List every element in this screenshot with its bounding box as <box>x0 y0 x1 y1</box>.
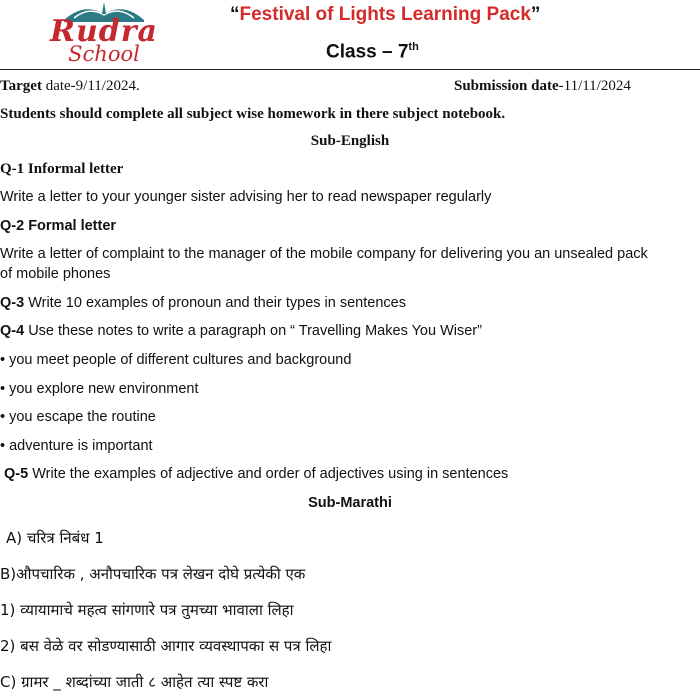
logo-text-school: School <box>68 42 140 66</box>
submission-label: Submission date <box>454 78 559 94</box>
marathi-line: 2) बस वेळे वर सोडण्यासाठी आगार व्यवस्थापका स पत्र लिहा <box>0 637 332 655</box>
header-divider <box>0 69 700 70</box>
section-heading-marathi: Sub-Marathi <box>308 495 392 511</box>
submission-date <box>454 78 631 95</box>
marathi-line: 1) व्यायामाचे महत्व सांगणारे पत्र तुमच्या भावाला लिहा <box>0 601 294 619</box>
q3-text: Write 10 examples of pronoun and their types in sentences <box>24 295 406 311</box>
bullet-item: • you escape the routine <box>0 409 156 425</box>
q2-text-line2: of mobile phones <box>0 266 111 282</box>
q5-item <box>4 466 508 482</box>
q5-number: Q-5 <box>4 466 29 482</box>
q4-number: Q-4 <box>0 323 25 339</box>
q1-text: Write a letter to your younger sister advising her to read newspaper regularly <box>0 189 492 205</box>
bullet-item: • you explore new environment <box>0 381 199 397</box>
marathi-line: C) ग्रामर _ शब्दांच्या जाती ८ आहेत त्या स्पष्ट करा <box>0 673 269 691</box>
q3-number: Q-3 <box>0 295 25 311</box>
class-text: Class – 7 <box>326 41 409 63</box>
marathi-line: A) चरित्र निबंध 1 <box>6 529 104 547</box>
target-value: date-9/11/2024. <box>41 78 140 94</box>
bullet-item: • adventure is important <box>0 438 153 454</box>
class-superscript: th <box>408 41 419 53</box>
q4-text: Use these notes to write a paragraph on “ Travelling Makes You Wiser” <box>24 323 482 339</box>
title-quote-open: “ <box>230 4 240 25</box>
bullet-item: • you meet people of different cultures and background <box>0 352 352 368</box>
target-label: Target <box>0 78 42 94</box>
q2-text-line1: Write a letter of complaint to the manager of the mobile company for delivering you an unsealed pack <box>0 246 648 262</box>
school-logo <box>34 0 174 68</box>
marathi-line: B)औपचारिक , अनौपचारिक पत्र लेखन दोघे प्रत्येकी एक <box>0 565 306 583</box>
logo-text-rudra: Rudra <box>50 14 158 49</box>
target-date <box>0 78 140 95</box>
instruction-text: Students should complete all subject wise homework in there subject notebook. <box>0 106 506 122</box>
pack-title <box>230 4 540 26</box>
title-text: Festival of Lights Learning Pack <box>239 4 531 25</box>
q5-text: Write the examples of adjective and order of adjectives using in sentences <box>28 466 509 482</box>
q4-item <box>0 323 482 339</box>
q1-title: Q-1 Informal letter <box>0 161 124 177</box>
q3-item <box>0 295 406 311</box>
class-label <box>326 41 419 63</box>
q2-title: Q-2 Formal letter <box>0 218 117 234</box>
title-quote-close: ” <box>530 4 541 25</box>
section-heading-english: Sub-English <box>310 133 390 149</box>
submission-value: -11/11/2024 <box>558 78 631 94</box>
